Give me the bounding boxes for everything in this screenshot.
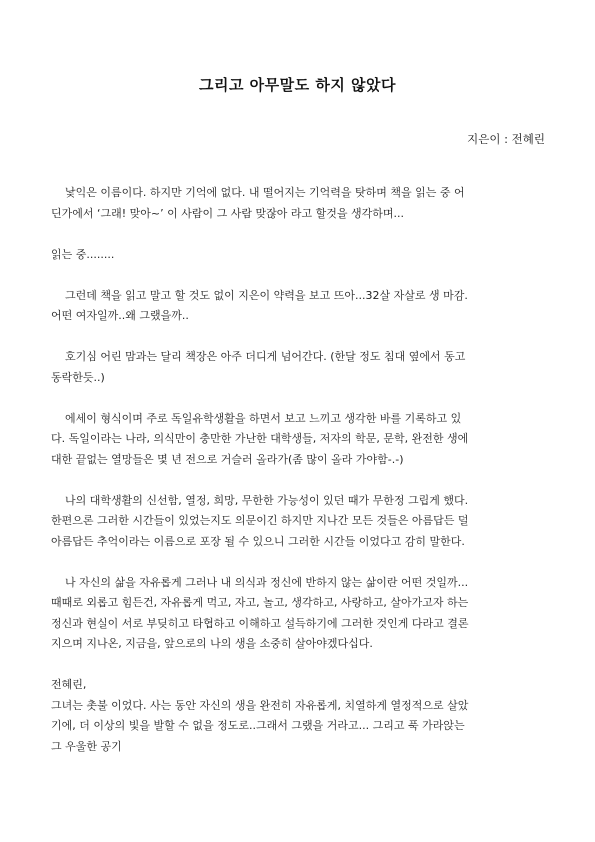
paragraph-line: 나 자신의 삶을 자유롭게 그러나 내 의식과 정신에 반하지 않는 삶이란 어떤 것일까... <box>65 575 469 589</box>
paragraph-line: 어떤 여자일까..왜 그랬을까.. <box>51 309 189 322</box>
paragraph <box>51 183 543 224</box>
paragraph-line: 동락한듯..) <box>51 370 105 384</box>
paragraph-line: 전혜린, <box>51 678 87 691</box>
paragraph-line: 나의 대학생활의 신선함, 열정, 희망, 무한한 가능성이 있던 때가 무한정 그립게 했다. <box>65 493 469 507</box>
paragraph-line: 대한 끝없는 열망들은 몇 년 전으로 거슬러 올라가(좀 많이 올라 가야함-.-) <box>51 452 404 466</box>
paragraph-line: 딘가에서 ‘그래! 맞아~’ 이 사람이 그 사람 맞잖아 라고 할것을 생각하며... <box>51 206 404 220</box>
paragraph-line: 낯익은 이름이다. 하지만 기억에 없다. 내 떨어지는 기억력을 탓하며 책을 읽는 중 어 <box>65 186 465 199</box>
paragraph <box>51 675 543 757</box>
paragraph-line: 한편으론 그러한 시간들이 있었는지도 의문이긴 하지만 지나간 모든 것들은 아름답든 덜 <box>51 514 469 527</box>
paragraph-line: 에세이 형식이며 주로 독일유학생활을 하면서 보고 느끼고 생각한 바를 기록하고 있 <box>65 411 462 425</box>
document-title: 그리고 아무말도 하지 않았다 <box>198 76 397 94</box>
paragraph <box>51 347 543 388</box>
paragraph-line: 때때로 외롭고 힘든건, 자유롭게 먹고, 자고, 놀고, 생각하고, 사랑하고, 살아가고자 하는 <box>51 596 469 609</box>
paragraph-line: 지으며 지나온, 지금을, 앞으로의 나의 생을 소중히 살아야겠다십다. <box>51 637 373 650</box>
paragraph-line: 그녀는 촛불 이었다. 사는 동안 자신의 생을 완전히 자유롭게, 치열하게 열정적으로 살았 <box>51 698 469 712</box>
author-line: 지은이 : 전혜린 <box>467 132 545 146</box>
paragraph-line: 그 우울한 공기 <box>51 739 122 753</box>
paragraph <box>51 409 543 471</box>
paragraph-line: 호기심 어린 맘과는 달리 책장은 아주 더디게 넘어간다. (한달 정도 침대 옆에서 동고 <box>65 350 466 363</box>
paragraph-line: 읽는 중........ <box>51 247 115 261</box>
paragraph <box>51 286 543 327</box>
paragraph <box>51 491 543 553</box>
paragraph-line: 정신과 현실이 서로 부딪히고 타협하고 이해하고 설득하기에 그러한 것인게 다라고 결론 <box>51 616 469 630</box>
paragraph-line: 기에, 더 이상의 빛을 발할 수 없을 정도로..그래서 그랬을 거라고... 그리고 푹 가라앉는 <box>51 719 465 732</box>
paragraph <box>51 245 543 266</box>
paragraph-line: 아름답든 추억이라는 이름으로 포장 될 수 있으니 그러한 시간들 이었다고 감히 말한다. <box>51 534 465 548</box>
paragraph <box>51 573 543 655</box>
paragraph-line: 그런데 책을 읽고 말고 할 것도 없이 지은이 약력을 보고 뜨아...32살 자살로 생 마감. <box>65 288 468 302</box>
paragraph-line: 다. 독일이라는 나라, 의식만이 충만한 가난한 대학생들, 저자의 학문, 문학, 완전한 생에 <box>51 432 469 445</box>
document-body <box>51 183 543 778</box>
